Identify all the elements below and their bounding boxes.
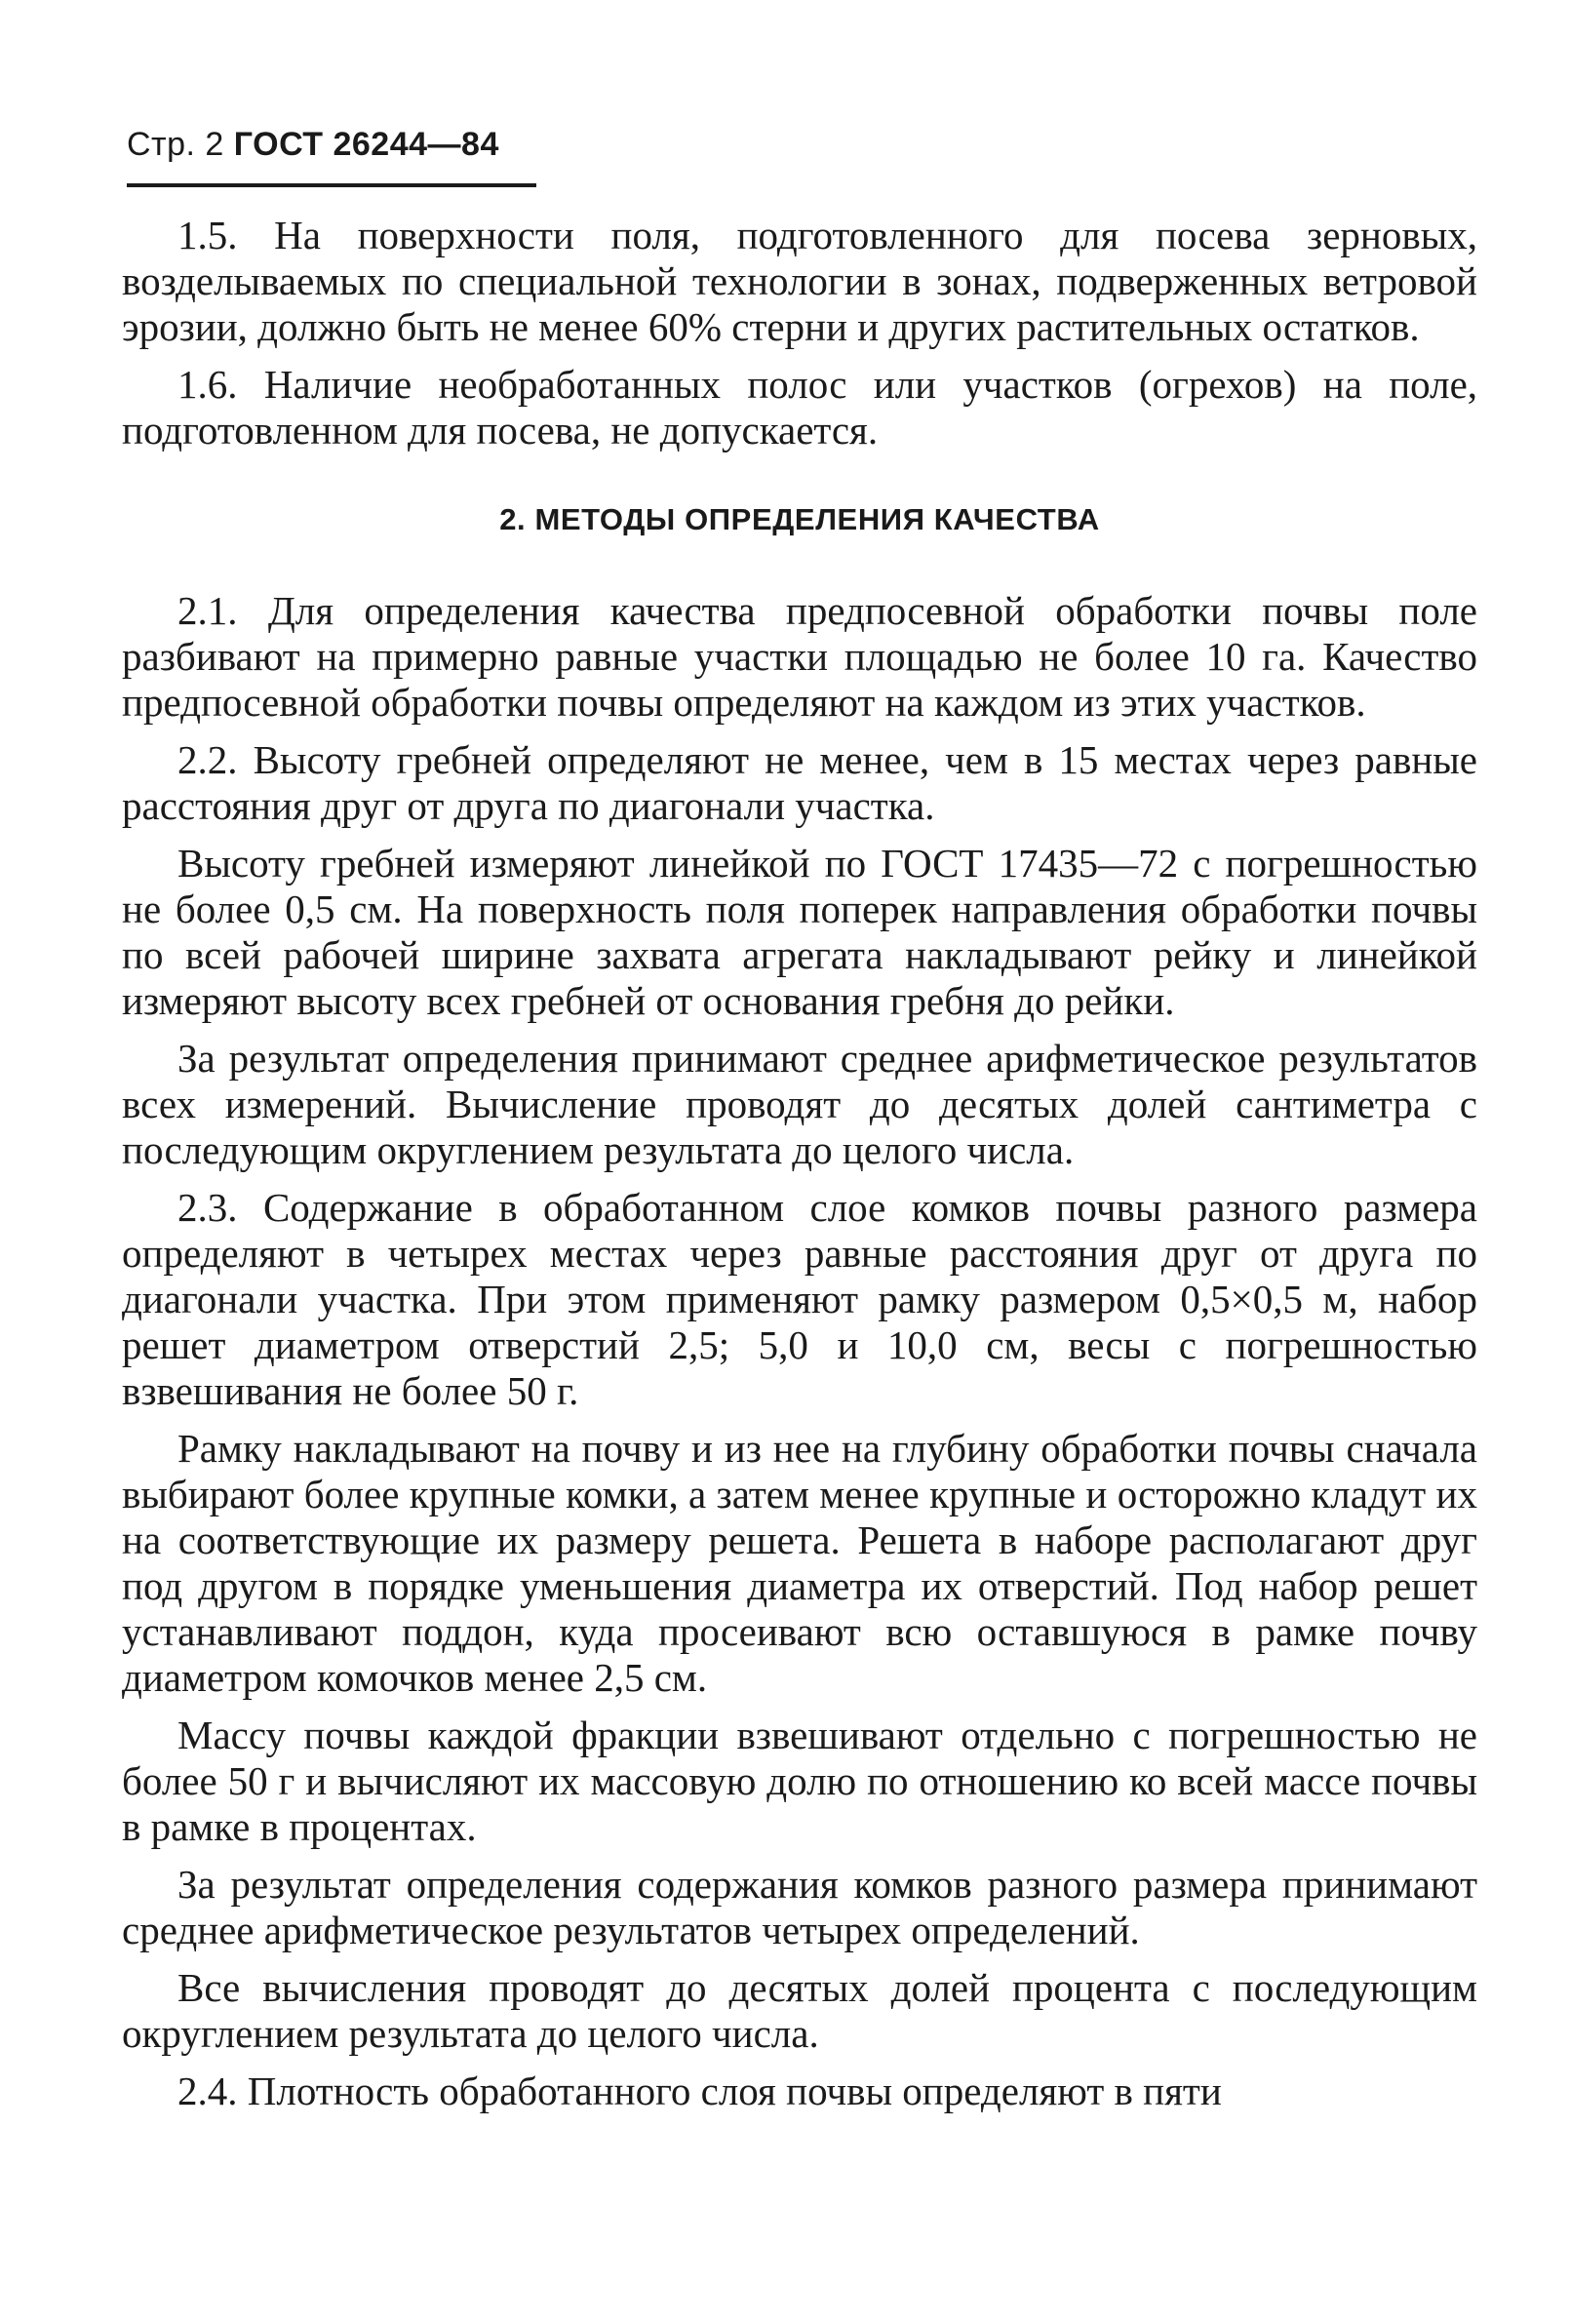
page-number-label: Стр. 2 <box>127 126 224 163</box>
paragraph-2-2 <box>122 737 1477 829</box>
paragraph-continuation <box>122 1862 1477 1953</box>
header-rule <box>127 183 536 187</box>
paragraph-number: 1.5. <box>177 213 238 257</box>
paragraph-text: Высоту гребней измеряют линейкой по ГОСТ 17435—72 с погрешностью не более 0,5 см. На поверхность поля поперек направления обработки почвы по всей рабочей ширине захвата агрегата накладывают рейку и линейкой измеряют высоту всех гребней от основания гребня до рейки. <box>122 841 1477 1023</box>
paragraph-1-6 <box>122 362 1477 453</box>
paragraph-text: Высоту гребней определяют не менее, чем в 15 местах через равные расстояния друг от друга по диагонали участка. <box>122 737 1478 828</box>
paragraph-text: На поверхности поля, подготовленного для посева зерновых, возделываемых по специальной технологии в зонах, подверженных ветровой эрозии, должно быть не менее 60% стерни и других растительных остатков. <box>122 213 1477 349</box>
paragraph-text: Для определения качества предпосевной обработки почвы поле разбивают на примерно равные участки площадью не более 10 га. Качество предпосевной обработки почвы определяют на каждом из этих участков. <box>122 588 1477 725</box>
section-title: 2. МЕТОДЫ ОПРЕДЕЛЕНИЯ КАЧЕСТВА <box>499 502 1100 536</box>
paragraph-number: 2.2. <box>177 737 238 782</box>
paragraphs-after <box>122 588 1477 2114</box>
paragraph-text: За результат определения принимают среднее арифметическое результатов всех измерений. Вычисление проводят до десятых долей сантиметра с последующим округлением результата до целого числа. <box>122 1036 1477 1172</box>
paragraph-2-4 <box>122 2068 1477 2114</box>
paragraph-number: 2.3. <box>177 1185 238 1230</box>
paragraph-continuation <box>122 1036 1477 1173</box>
paragraph-number: 2.4. <box>177 2068 238 2113</box>
paragraph-2-3 <box>122 1185 1477 1414</box>
paragraph-text: За результат определения содержания комков разного размера принимают среднее арифметическое результатов четырех определений. <box>122 1862 1477 1952</box>
paragraph-text: Массу почвы каждой фракции взвешивают отдельно с погрешностью не более 50 г и вычисляют их массовую долю по отношению ко всей массе почвы в рамке в процентах. <box>122 1713 1477 1849</box>
paragraph-2-1 <box>122 588 1477 726</box>
paragraph-text: Плотность обработанного слоя почвы определяют в пяти <box>247 2068 1222 2113</box>
page-header <box>127 115 1477 174</box>
standard-number: ГОСТ 26244—84 <box>233 126 499 163</box>
paragraph-text: Наличие необработанных полос или участков (огрехов) на поле, подготовленном для посева, не допускается. <box>122 362 1478 453</box>
paragraph-continuation <box>122 1965 1477 2057</box>
paragraph-number: 1.6. <box>177 362 238 407</box>
paragraph-text: Все вычисления проводят до десятых долей процента с последующим округлением результата до целого числа. <box>122 1965 1477 2056</box>
document-page <box>122 115 1477 2126</box>
paragraph-continuation <box>122 1713 1477 1850</box>
paragraph-continuation <box>122 1426 1477 1701</box>
paragraph-1-5 <box>122 213 1477 350</box>
paragraphs-before <box>122 213 1477 453</box>
paragraph-text: Содержание в обработанном слое комков почвы разного размера определяют в четырех местах через равные расстояния друг от друга по диагонали участка. При этом применяют рамку размером 0,5×0,5 м, набор решет диаметром отверстий 2,5; 5,0 и 10,0 см, весы с погрешностью взвешивания не более 50 г. <box>122 1185 1478 1413</box>
paragraph-number: 2.1. <box>177 588 238 633</box>
paragraph-continuation <box>122 841 1477 1024</box>
paragraph-text: Рамку накладывают на почву и из нее на глубину обработки почвы сначала выбирают более крупные комки, а затем менее крупные и осторожно кладут их на соответствующие их размеру решета. Решета в наборе располагают друг под другом в порядке уменьшения диаметра их отверстий. Под набор решет устанавливают поддон, куда просеивают всю оставшуюся в рамке почву диаметром комочков менее 2,5 см. <box>122 1426 1477 1700</box>
